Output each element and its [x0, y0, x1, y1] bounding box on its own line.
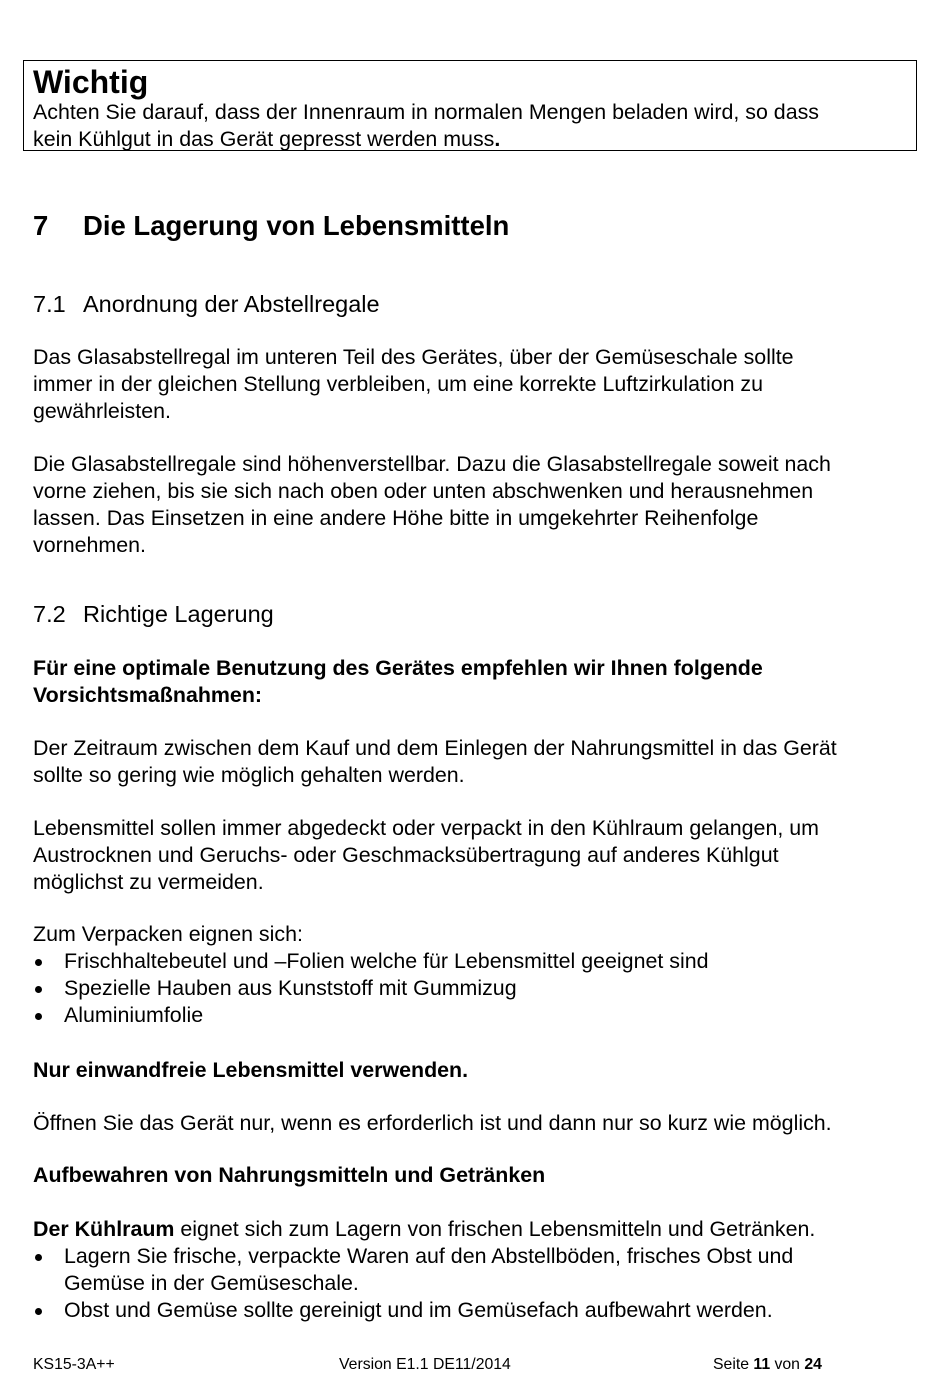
- section-number: 7.2: [33, 601, 66, 627]
- list-item: [33, 948, 913, 975]
- section-7-2-heading: [33, 599, 274, 629]
- section-title: Richtige Lagerung: [83, 601, 274, 627]
- page-total: 24: [804, 1356, 822, 1373]
- footer-version: Version E1.1 DE11/2014: [339, 1356, 511, 1373]
- notice-text-line-2: kein Kühlgut in das Gerät gepresst werden muss: [33, 127, 495, 151]
- list-item-text: Aluminiumfolie: [64, 1003, 204, 1027]
- bullet-icon: [35, 959, 42, 966]
- bullet-icon: [35, 1308, 42, 1315]
- section-number: 7.1: [33, 291, 66, 317]
- list-item: [33, 975, 913, 1002]
- text-line: vorne ziehen, bis sie sich nach oben oder unten abschwenken und herausnehmen: [33, 479, 814, 503]
- only-good-food-note: Nur einwandfreie Lebensmittel verwenden.: [33, 1058, 469, 1082]
- fridge-intro: [33, 1216, 913, 1243]
- section-title: Anordnung der Abstellregale: [83, 291, 380, 317]
- section-7-heading: [33, 209, 509, 243]
- paragraph-cover-food: [33, 815, 913, 896]
- list-item-text: Obst und Gemüse sollte gereinigt und im Gemüsefach aufbewahrt werden.: [64, 1298, 773, 1322]
- list-item-text: Lagern Sie frische, verpackte Waren auf den Abstellböden, frisches Obst und: [64, 1244, 794, 1268]
- text-line: Lebensmittel sollen immer abgedeckt oder verpackt in den Kühlraum gelangen, um: [33, 816, 819, 840]
- packaging-intro: Zum Verpacken eignen sich:: [33, 922, 303, 946]
- paragraph-shelf-position: [33, 344, 913, 425]
- text-line: Die Glasabstellregale sind höhenverstellbar. Dazu die Glasabstellregale soweit nach: [33, 452, 831, 476]
- footer-model: KS15-3A++: [33, 1356, 115, 1373]
- fridge-bold: Der Kühlraum: [33, 1217, 175, 1241]
- notice-title: Wichtig: [33, 64, 149, 100]
- bullet-icon: [35, 1013, 42, 1020]
- fridge-rest: eignet sich zum Lagern von frischen Lebensmitteln und Getränken.: [174, 1217, 816, 1241]
- fridge-block: [33, 1216, 913, 1324]
- section-title: Die Lagerung von Lebensmitteln: [83, 210, 510, 241]
- text-line: Austrocknen und Geruchs- oder Geschmacksübertragung auf anderes Kühlgut: [33, 843, 779, 867]
- list-item-text: Gemüse in der Gemüseschale.: [64, 1271, 359, 1295]
- list-item: [33, 1297, 913, 1324]
- notice-text: [33, 99, 903, 153]
- text-line: immer in der gleichen Stellung verbleiben, um eine korrekte Luftzirkulation zu: [33, 372, 764, 396]
- footer-page-number: [713, 1355, 822, 1375]
- paragraph-precautions-intro: [33, 655, 913, 709]
- paragraph-shelf-adjust: [33, 451, 913, 559]
- list-item: [33, 1002, 913, 1029]
- important-notice-box: [23, 60, 917, 151]
- bullet-icon: [35, 1254, 42, 1261]
- text-line: Für eine optimale Benutzung des Gerätes empfehlen wir Ihnen folgende: [33, 656, 763, 680]
- text-line: möglichst zu vermeiden.: [33, 870, 264, 894]
- packaging-block: [33, 921, 913, 1029]
- text-line: lassen. Das Einsetzen in eine andere Höhe bitte in umgekehrter Reihenfolge: [33, 506, 759, 530]
- section-number: 7: [33, 210, 49, 241]
- text-line: sollte so gering wie möglich gehalten werden.: [33, 763, 465, 787]
- open-door-note: Öffnen Sie das Gerät nur, wenn es erforderlich ist und dann nur so kurz wie möglich.: [33, 1111, 832, 1135]
- fridge-list: [33, 1243, 913, 1324]
- notice-text-end: .: [494, 127, 501, 151]
- storage-heading: Aufbewahren von Nahrungsmitteln und Getränken: [33, 1163, 546, 1187]
- list-item-text: Frischhaltebeutel und –Folien welche für Lebensmittel geeignet sind: [64, 949, 709, 973]
- page-prefix: Seite: [713, 1356, 754, 1373]
- text-line: Der Zeitraum zwischen dem Kauf und dem Einlegen der Nahrungsmittel in das Gerät: [33, 736, 837, 760]
- paragraph-time-to-fridge: [33, 735, 913, 789]
- notice-text-line-1: Achten Sie darauf, dass der Innenraum in normalen Mengen beladen wird, so dass: [33, 100, 819, 124]
- text-line: gewährleisten.: [33, 399, 171, 423]
- bullet-icon: [35, 986, 42, 993]
- section-7-1-heading: [33, 289, 380, 319]
- page-mid: von: [770, 1356, 805, 1373]
- text-line: vornehmen.: [33, 533, 146, 557]
- packaging-list: [33, 948, 913, 1029]
- text-line: Das Glasabstellregal im unteren Teil des Gerätes, über der Gemüseschale sollte: [33, 345, 794, 369]
- text-line: Vorsichtsmaßnahmen:: [33, 683, 263, 707]
- list-item-text: Spezielle Hauben aus Kunststoff mit Gummizug: [64, 976, 517, 1000]
- list-item: [33, 1243, 913, 1297]
- page-current: 11: [753, 1356, 771, 1373]
